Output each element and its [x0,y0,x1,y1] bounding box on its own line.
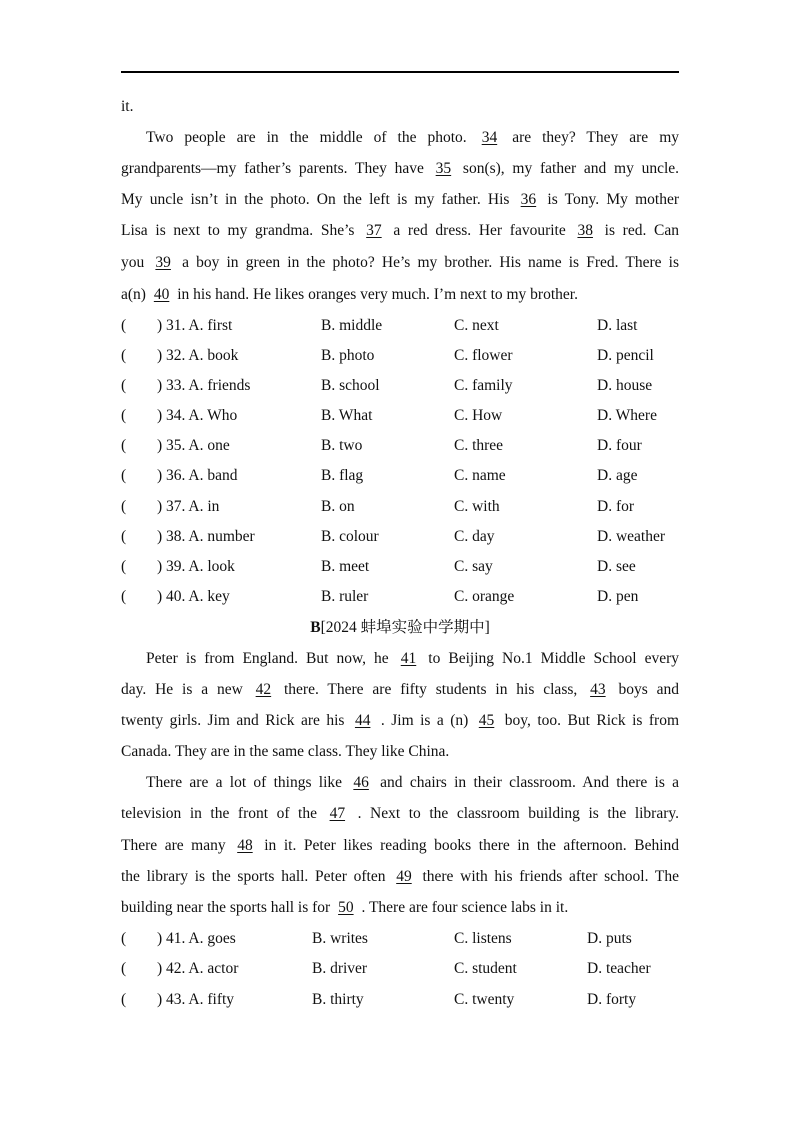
question-37: ( ) 37. A. in B. on C. with D. for [121,498,635,515]
blank-49: 49 [396,868,412,885]
passage-a-line-1: Two people are in the middle of the photo. 34 are they? They are my [146,129,680,146]
passage-a-line-5: you 39 a boy in green in the photo? He’s my brother. His name is Fred. There is [121,254,680,271]
question-36: ( ) 36. A. band B. flag C. name D. age [121,467,638,484]
passage-b-line-9: building near the sports hall is for 50 . There are four science labs in it. [121,899,569,916]
blank-41: 41 [400,650,417,667]
blank-44: 44 [354,712,371,729]
section-b-heading [0,618,800,638]
question-39: ( ) 39. A. look B. meet C. say D. see [121,558,636,575]
passage-a-line-3: My uncle isn’t in the photo. On the left is my father. His 36 is Tony. My mother [121,191,680,208]
blank-34: 34 [481,129,498,146]
passage-b-line-8: the library is the sports hall. Peter often 49 there with his friends after school. The [121,868,680,885]
passage-b-line-1: Peter is from England. But now, he 41 to Beijing No.1 Middle School every [146,650,680,667]
blank-35: 35 [435,160,452,177]
blank-42: 42 [255,681,272,698]
question-33: ( ) 33. A. friends B. school C. family D. house [121,377,653,394]
question-34: ( ) 34. A. Who B. What C. How D. Where [121,407,657,424]
question-32: ( ) 32. A. book B. photo C. flower D. pencil [121,347,654,364]
continuation-text: it. [121,98,134,115]
question-43: ( ) 43. A. fifty B. thirty C. twenty D. forty [121,991,637,1008]
blank-40: 40 [153,286,170,303]
blank-50: 50 [338,899,354,916]
passage-b-line-7: There are many 48 in it. Peter likes reading books there in the afternoon. Behind [121,837,680,854]
question-40: ( ) 40. A. key B. ruler C. orange D. pen [121,588,639,605]
question-31: ( ) 31. A. first B. middle C. next D. last [121,317,638,334]
question-35: ( ) 35. A. one B. two C. three D. four [121,437,642,454]
question-38: ( ) 38. A. number B. colour C. day D. weather [121,528,665,545]
passage-b-line-4: Canada. They are in the same class. They like China. [121,743,450,760]
blank-46: 46 [353,774,369,791]
blank-37: 37 [366,222,382,239]
passage-b-line-3: twenty girls. Jim and Rick are his 44 . Jim is a (n) 45 boy, too. But Rick is from [121,712,680,729]
question-41: ( ) 41. A. goes B. writes C. listens D. puts [121,930,632,947]
blank-43: 43 [590,681,606,698]
blank-38: 38 [577,222,593,239]
header-rule [121,71,679,73]
blank-39: 39 [155,254,171,271]
passage-b-line-2: day. He is a new 42 there. There are fifty students in his class, 43 boys and [121,681,680,698]
question-42: ( ) 42. A. actor B. driver C. student D. teacher [121,960,651,977]
blank-45: 45 [478,712,495,729]
section-b-letter: B [310,619,321,636]
blank-48: 48 [237,837,253,854]
section-b-source: [2024 蚌埠实验中学期中] [320,619,490,636]
passage-a-line-6: a(n) 40 in his hand. He likes oranges very much. I’m next to my brother. [121,286,578,303]
passage-b-line-6: television in the front of the 47 . Next to the classroom building is the library. [121,805,680,822]
passage-b-line-5: There are a lot of things like 46 and chairs in their classroom. And there is a [146,774,680,791]
passage-a-line-2: grandparents—my father’s parents. They have 35 son(s), my father and my uncle. [121,160,680,177]
passage-a-line-4: Lisa is next to my grandma. She’s 37 a red dress. Her favourite 38 is red. Can [121,222,680,239]
blank-36: 36 [520,191,537,208]
blank-47: 47 [329,805,346,822]
